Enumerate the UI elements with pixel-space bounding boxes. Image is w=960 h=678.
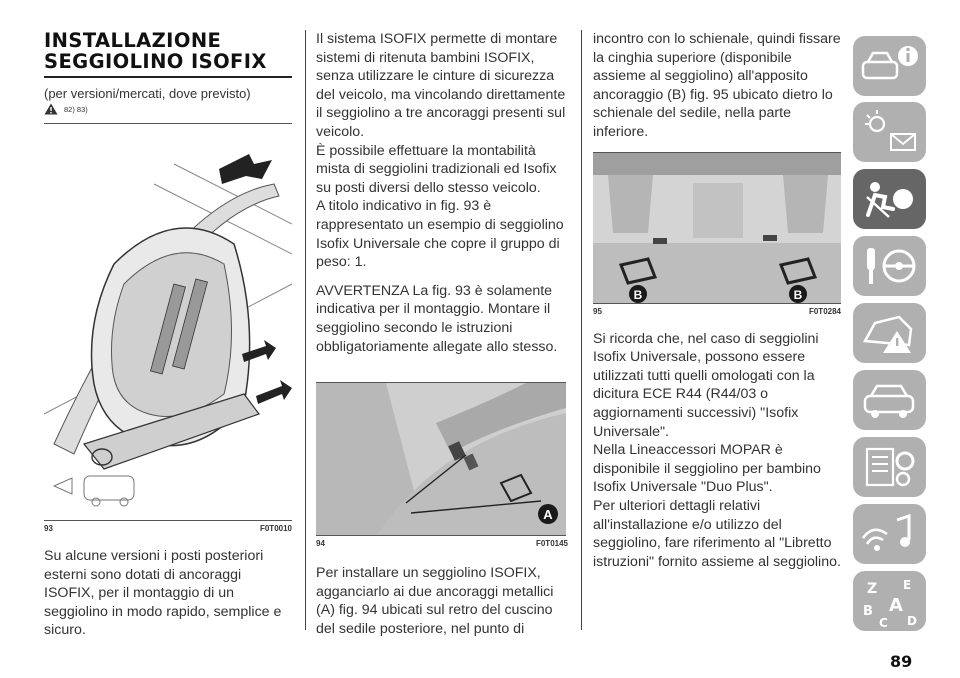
- chapter-tab-starting[interactable]: [853, 236, 926, 296]
- paragraph: Su alcune versioni i posti posteriori esterni sono dotati di ancoraggi ISOFIX, per il montaggio di un seggiolino in modo rapido, semplice e sicuro.: [44, 548, 282, 639]
- column-divider: [581, 30, 582, 630]
- figure-code: F0T0145: [535, 539, 568, 549]
- figure-95-image: [593, 152, 841, 304]
- figure-93-caption: [44, 524, 292, 533]
- warning-refs-text: 82) 83): [64, 104, 88, 114]
- marker-b-left-label: B: [633, 287, 643, 302]
- figure-number: 93: [44, 524, 53, 533]
- warning-triangle-icon: [44, 103, 58, 115]
- settings-list-icon: [853, 437, 926, 497]
- figure-93-image: [44, 123, 292, 521]
- chapter-tab-specs[interactable]: [853, 437, 926, 497]
- title-underline: [44, 76, 292, 78]
- chapter-tab-car-info[interactable]: [853, 36, 926, 96]
- svg-text:E: E: [903, 578, 912, 592]
- car-info-icon: [853, 36, 926, 96]
- lights-message-icon: [853, 102, 926, 162]
- chapter-tab-service[interactable]: [853, 370, 926, 430]
- warning-car-icon: [853, 303, 926, 363]
- warning-references: [44, 103, 292, 115]
- svg-text:C: C: [879, 616, 888, 630]
- figure-95-caption: [593, 307, 841, 316]
- chapter-tab-warnings[interactable]: [853, 303, 926, 363]
- svg-text:A: A: [889, 595, 903, 616]
- chapter-tab-lights[interactable]: [853, 102, 926, 162]
- paragraph: A titolo indicativo in fig. 93 è rappresentato un esempio di seggiolino Isofix Universale che copre il gruppo di peso: 1.: [316, 198, 564, 271]
- svg-text:D: D: [907, 614, 917, 628]
- car-service-icon: [853, 370, 926, 430]
- section-title-line-1: INSTALLAZIONE: [44, 29, 222, 52]
- column-divider: [305, 30, 306, 630]
- figure-number: 94: [316, 539, 325, 549]
- paragraph: Per ulteriori dettagli relativi all'installazione e/o utilizzo del seggiolino, fare riferimento al "Libretto istruzioni" fornito assieme al seggiolino.: [593, 497, 841, 570]
- figure-94-image: [316, 382, 566, 536]
- page-number: 89: [890, 652, 913, 671]
- isofix-anchor-photo: [316, 383, 566, 536]
- paragraph: Si ricorda che, nel caso di seggiolini Isofix Universale, possono essere utilizzati tutti quelli omologati con la dicitura ECE R44 (R44/03 o aggiornamenti successivi) "Isofix Universale".: [593, 330, 819, 440]
- alphabet-index-icon: [853, 571, 926, 631]
- paragraph: Il sistema ISOFIX permette di montare sistemi di ritenuta bambini ISOFIX, senza utilizzare le cinture di sicurezza del veicolo, ma vincolando direttamente il seggiolino a tre ancoraggi presenti sul veicolo.: [316, 31, 566, 140]
- column-2: [316, 30, 568, 638]
- top-tether-anchor-photo: [593, 153, 841, 304]
- svg-text:B: B: [863, 604, 873, 619]
- section-subtitle: (per versioni/mercati, dove previsto): [44, 86, 251, 101]
- key-steering-icon: [853, 236, 926, 296]
- figure-94-caption: [316, 539, 568, 548]
- section-title-line-2: SEGGIOLINO ISOFIX: [44, 50, 267, 73]
- paragraph: Nella Lineaccessori MOPAR è disponibile il seggiolino per bambino Isofix Universale "Duo Plus".: [593, 442, 821, 496]
- chapter-tab-multimedia[interactable]: [853, 504, 926, 564]
- column-1: [44, 30, 292, 640]
- airbag-seat-icon: [853, 169, 926, 229]
- figure-code: F0T0284: [808, 306, 841, 316]
- chapter-tab-index[interactable]: [853, 571, 926, 631]
- paragraph: È possibile effettuare la montabilità mista di seggiolini tradizionali ed Isofix su posti diversi dello stesso veicolo.: [316, 142, 557, 196]
- figure-code: F0T0010: [259, 524, 292, 533]
- marker-b-right-label: B: [793, 287, 803, 302]
- marker-a-label: A: [543, 507, 553, 523]
- paragraph: Per installare un seggiolino ISOFIX, agganciarlo ai due ancoraggi metallici (A) fig. 94 ubicati sul retro del cuscino del sedile posteriore, nel punto di: [316, 565, 554, 637]
- multimedia-icon: [853, 504, 926, 564]
- paragraph: incontro con lo schienale, quindi fissare la cinghia superiore (disponibile assieme al seggiolino) all'apposito ancoraggio (B) fig. 95 ubicato dietro lo schienale del sedile, nella parte inferiore.: [593, 31, 841, 140]
- column-3: [593, 30, 841, 571]
- child-seat-illustration: [44, 124, 292, 521]
- warning-paragraph: AVVERTENZA La fig. 93 è solamente indicativa per il montaggio. Montare il seggiolino secondo le istruzioni obbligatoriamente allegate allo stesso.: [316, 282, 558, 355]
- svg-text:Z: Z: [867, 581, 878, 597]
- figure-number: 95: [593, 306, 602, 316]
- chapter-tab-safety[interactable]: [853, 169, 926, 229]
